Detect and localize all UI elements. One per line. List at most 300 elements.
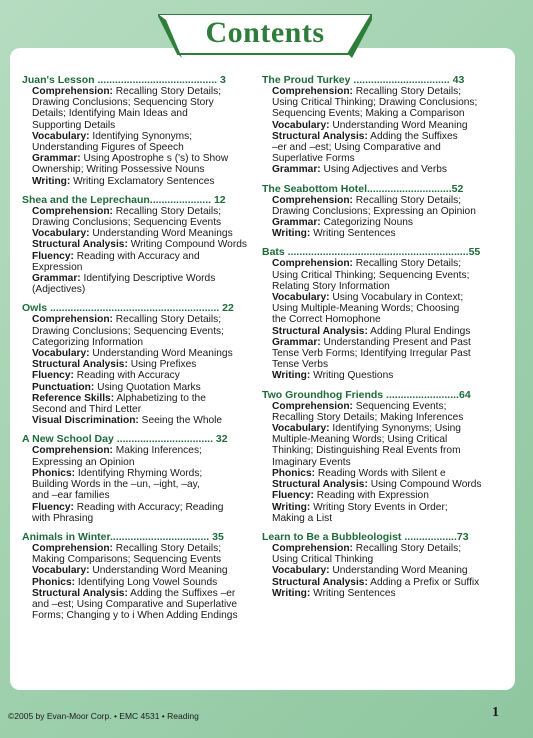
toc-skill-line bbox=[32, 468, 258, 479]
toc-skill-text: Understanding Word Meaning bbox=[332, 565, 468, 577]
toc-skill-item bbox=[262, 588, 498, 599]
toc-skill-line bbox=[32, 490, 258, 501]
toc-page-number: 3 bbox=[219, 74, 226, 86]
toc-skill-item bbox=[22, 565, 258, 576]
toc-skill-label: Phonics: bbox=[32, 576, 76, 588]
toc-skill-line bbox=[272, 554, 498, 565]
toc-skill-label: Structural Analysis: bbox=[32, 359, 128, 371]
toc-skill-line bbox=[32, 577, 258, 588]
toc-skill-text: Drawing Conclusions; Expressing an Opinion bbox=[272, 205, 476, 217]
toc-skill-label: Comprehension: bbox=[272, 542, 353, 554]
toc-skill-text: Categorizing Information bbox=[32, 336, 143, 348]
toc-skill-label: Punctuation: bbox=[32, 381, 95, 393]
toc-skill-item bbox=[22, 359, 258, 370]
toc-skill-text: Writing Sentences bbox=[313, 587, 396, 599]
toc-skill-line bbox=[272, 457, 498, 468]
toc-entry-heading[interactable] bbox=[262, 531, 498, 543]
toc-leader-dots: ......................................... bbox=[94, 74, 220, 86]
toc-skill-line bbox=[272, 292, 498, 303]
footer-page-number: 1 bbox=[492, 705, 499, 720]
toc-skill-item bbox=[262, 337, 498, 371]
toc-skill-text: Superlative Forms bbox=[272, 153, 355, 165]
toc-skill-label: Vocabulary: bbox=[32, 130, 90, 142]
toc-skill-text: Using Adjectives and Verbs bbox=[323, 164, 447, 176]
toc-skill-line bbox=[272, 142, 498, 153]
toc-entry-title: Learn to Be a Bubbleologist bbox=[262, 530, 402, 543]
toc-skill-text: Second and Third Letter bbox=[32, 404, 142, 416]
toc-skill-text: Supporting Details bbox=[32, 119, 116, 131]
toc-skill-text: Writing Exclamatory Sentences bbox=[73, 175, 215, 187]
toc-skill-line bbox=[272, 513, 498, 524]
toc-skill-text: Tense Verbs bbox=[272, 359, 329, 371]
contents-right-column bbox=[262, 74, 498, 606]
toc-skill-line bbox=[32, 108, 258, 119]
toc-skill-text: Recalling Story Details; Making Inferences bbox=[272, 411, 464, 423]
toc-skill-line bbox=[272, 577, 498, 588]
toc-skill-text: Understanding Figures of Speech bbox=[32, 142, 184, 154]
toc-skill-item bbox=[22, 131, 258, 153]
toc-skill-label: Structural Analysis: bbox=[272, 325, 368, 337]
toc-skill-text: and –est; Using Comparative and Superlative bbox=[32, 598, 237, 610]
toc-skill-line bbox=[272, 258, 498, 269]
toc-skill-line bbox=[272, 434, 498, 445]
toc-skill-label: Writing: bbox=[272, 228, 311, 240]
toc-skill-text: Understanding Word Meaning bbox=[332, 119, 468, 131]
toc-skill-text: Making Comparisons; Sequencing Events bbox=[32, 554, 222, 566]
toc-skill-item bbox=[22, 415, 258, 426]
toc-skill-line bbox=[272, 195, 498, 206]
toc-skill-line bbox=[32, 251, 258, 262]
toc-skill-item bbox=[22, 370, 258, 381]
toc-skill-label: Comprehension: bbox=[272, 194, 353, 206]
toc-skill-line bbox=[32, 415, 258, 426]
toc-skill-label: Grammar: bbox=[272, 217, 321, 229]
toc-entry-heading[interactable] bbox=[262, 183, 498, 195]
toc-entry bbox=[22, 74, 258, 187]
toc-skill-text: Reading with Accuracy; Reading bbox=[76, 501, 224, 513]
toc-skill-line bbox=[32, 457, 258, 468]
toc-skill-text: Adding the Suffixes –er bbox=[130, 587, 236, 599]
toc-skill-text: Expressing an Opinion bbox=[32, 456, 135, 468]
toc-leader-dots: ................................. bbox=[350, 74, 453, 86]
toc-skill-line bbox=[32, 554, 258, 565]
toc-skill-line bbox=[272, 131, 498, 142]
toc-skill-text: Adding Plural Endings bbox=[370, 325, 471, 337]
toc-entry-title: A New School Day bbox=[22, 433, 114, 446]
toc-skill-text: with Phrasing bbox=[32, 512, 94, 524]
toc-skill-line bbox=[32, 262, 258, 273]
toc-skill-label: Visual Discrimination: bbox=[32, 415, 139, 427]
toc-skill-item bbox=[262, 217, 498, 228]
toc-entry-heading[interactable] bbox=[262, 389, 498, 401]
toc-skill-text: Making a List bbox=[272, 512, 333, 524]
toc-skill-text: Recalling Story Details; bbox=[115, 314, 222, 326]
toc-skill-text: Understanding Word Meanings bbox=[92, 348, 233, 360]
toc-skill-text: Thinking; Distinguishing Real Events from bbox=[272, 445, 461, 457]
toc-skill-text: Multiple-Meaning Words; Using Critical bbox=[272, 434, 448, 446]
toc-skill-text: Using Prefixes bbox=[130, 359, 197, 371]
toc-skill-line bbox=[32, 239, 258, 250]
toc-skill-line bbox=[32, 513, 258, 524]
toc-skill-text: Recalling Story Details; bbox=[355, 258, 462, 270]
toc-skill-text: Reading with Expression bbox=[316, 490, 429, 502]
toc-skill-label: Fluency: bbox=[272, 490, 314, 502]
toc-entry bbox=[262, 246, 498, 381]
toc-skill-item bbox=[262, 86, 498, 120]
toc-skill-text: Categorizing Nouns bbox=[323, 217, 414, 229]
toc-skill-text: Recalling Story Details; bbox=[355, 86, 462, 97]
toc-skill-text: Writing Questions bbox=[313, 370, 394, 382]
toc-skill-text: Details; Identifying Main Ideas and bbox=[32, 108, 188, 120]
toc-entry bbox=[262, 74, 498, 176]
toc-skill-line bbox=[32, 217, 258, 228]
toc-skill-line bbox=[32, 120, 258, 131]
toc-skill-line bbox=[272, 228, 498, 239]
toc-skill-item bbox=[262, 502, 498, 524]
toc-skill-line bbox=[272, 217, 498, 228]
toc-skill-line bbox=[272, 337, 498, 348]
toc-skill-line bbox=[32, 370, 258, 381]
toc-skill-label: Grammar: bbox=[272, 336, 321, 348]
toc-skill-item bbox=[262, 370, 498, 381]
toc-entry bbox=[22, 433, 258, 523]
toc-entry-title: Shea and the Leprechaun bbox=[22, 193, 150, 206]
contents-banner bbox=[158, 14, 372, 58]
toc-skill-item bbox=[262, 490, 498, 501]
toc-skill-label: Writing: bbox=[272, 501, 311, 513]
toc-skill-line bbox=[272, 86, 498, 97]
toc-skill-line bbox=[32, 228, 258, 239]
toc-skill-text: Using Critical Thinking; Drawing Conclusions; bbox=[272, 97, 478, 109]
toc-entry-title: Owls bbox=[22, 302, 48, 315]
toc-skill-text: Alphabetizing to the bbox=[116, 392, 206, 404]
toc-skill-line bbox=[32, 206, 258, 217]
toc-skill-text: Seeing the Whole bbox=[141, 415, 223, 427]
toc-entry-heading[interactable] bbox=[22, 194, 258, 206]
toc-page-number: 35 bbox=[212, 530, 224, 543]
toc-skill-label: Structural Analysis: bbox=[32, 587, 128, 599]
toc-skill-line bbox=[272, 401, 498, 412]
toc-skill-label: Vocabulary: bbox=[32, 565, 90, 577]
toc-skill-text: Writing Sentences bbox=[313, 228, 396, 240]
toc-skill-line bbox=[272, 326, 498, 337]
toc-skill-label: Fluency: bbox=[32, 370, 74, 382]
toc-skill-line bbox=[32, 404, 258, 415]
toc-skill-item bbox=[262, 120, 498, 131]
toc-skill-label: Reference Skills: bbox=[32, 392, 115, 404]
toc-skill-line bbox=[32, 153, 258, 164]
toc-entry-heading[interactable] bbox=[22, 74, 258, 86]
toc-skill-line bbox=[272, 303, 498, 314]
toc-skill-text: Using Critical Thinking; Sequencing Events; bbox=[272, 269, 470, 281]
toc-skill-line bbox=[32, 273, 258, 284]
toc-skill-item bbox=[262, 577, 498, 588]
toc-entry-heading[interactable] bbox=[22, 302, 258, 314]
toc-skill-text: Recalling Story Details; bbox=[355, 194, 462, 206]
toc-skill-line bbox=[272, 502, 498, 513]
toc-skill-item bbox=[262, 565, 498, 576]
toc-skill-line bbox=[32, 131, 258, 142]
toc-skill-item bbox=[22, 382, 258, 393]
toc-skill-label: Comprehension: bbox=[32, 86, 113, 97]
toc-skill-line bbox=[272, 270, 498, 281]
toc-entry bbox=[22, 531, 258, 621]
toc-skill-label: Vocabulary: bbox=[272, 423, 330, 435]
toc-skill-item bbox=[22, 206, 258, 228]
toc-skill-line bbox=[272, 120, 498, 131]
toc-skill-line bbox=[272, 281, 498, 292]
toc-skill-text: Drawing Conclusions; Sequencing Events; bbox=[32, 325, 224, 337]
toc-entry bbox=[262, 183, 498, 240]
toc-skill-text: Reading with Accuracy bbox=[76, 370, 180, 382]
toc-skill-item bbox=[22, 239, 258, 250]
toc-skill-line bbox=[32, 326, 258, 337]
toc-leader-dots: ............................. bbox=[367, 182, 452, 195]
toc-skill-text: Using Quotation Marks bbox=[97, 381, 201, 393]
toc-skill-line bbox=[272, 490, 498, 501]
toc-page-number: 12 bbox=[213, 193, 226, 206]
toc-leader-dots: ..................... bbox=[149, 193, 214, 206]
toc-skill-item bbox=[22, 273, 258, 295]
toc-skill-text: Ownership; Writing Possessive Nouns bbox=[32, 164, 205, 176]
toc-skill-item bbox=[22, 176, 258, 187]
toc-skill-text: Adding a Prefix or Suffix bbox=[370, 576, 480, 588]
toc-skill-item bbox=[262, 543, 498, 565]
toc-skill-text: Reading Words with Silent e bbox=[317, 467, 446, 479]
toc-skill-label: Writing: bbox=[272, 370, 311, 382]
toc-skill-line bbox=[32, 348, 258, 359]
toc-skill-item bbox=[262, 258, 498, 292]
toc-skill-label: Vocabulary: bbox=[32, 348, 90, 360]
toc-skill-text: Drawing Conclusions; Sequencing Events bbox=[32, 217, 222, 229]
toc-skill-label: Comprehension: bbox=[32, 445, 113, 457]
toc-skill-line bbox=[32, 502, 258, 513]
toc-skill-line bbox=[272, 108, 498, 119]
toc-skill-text: (Adjectives) bbox=[32, 284, 86, 296]
toc-skill-label: Phonics: bbox=[272, 467, 316, 479]
toc-skill-text: Adding the Suffixes bbox=[370, 130, 458, 142]
toc-leader-dots: .................. bbox=[401, 530, 457, 543]
toc-skill-line bbox=[32, 610, 258, 621]
toc-skill-text: Imaginary Events bbox=[272, 456, 351, 468]
toc-skill-line bbox=[32, 382, 258, 393]
toc-skill-text: Using Critical Thinking bbox=[272, 554, 374, 566]
toc-entry bbox=[262, 389, 498, 524]
toc-skill-label: Vocabulary: bbox=[272, 292, 330, 304]
toc-skill-item bbox=[262, 423, 498, 468]
toc-skill-label: Grammar: bbox=[32, 273, 81, 285]
toc-skill-item bbox=[22, 543, 258, 565]
toc-skill-line bbox=[32, 142, 258, 153]
toc-skill-text: Understanding Word Meaning bbox=[92, 565, 228, 577]
toc-skill-line bbox=[32, 176, 258, 187]
toc-skill-text: Drawing Conclusions; Sequencing Story bbox=[32, 97, 214, 109]
toc-skill-line bbox=[32, 543, 258, 554]
toc-skill-text: Forms; Changing y to i When Adding Endings bbox=[32, 610, 238, 622]
toc-skill-line bbox=[272, 588, 498, 599]
toc-skill-item bbox=[262, 164, 498, 175]
toc-skill-label: Vocabulary: bbox=[272, 119, 330, 131]
toc-entry-title: Bats bbox=[262, 246, 285, 259]
toc-skill-item bbox=[262, 401, 498, 423]
toc-leader-dots: .............................................................. bbox=[284, 246, 469, 259]
toc-skill-item bbox=[22, 314, 258, 348]
toc-skill-line bbox=[272, 370, 498, 381]
toc-entry bbox=[22, 194, 258, 296]
toc-skill-text: Writing Compound Words bbox=[130, 239, 247, 251]
toc-skill-item bbox=[22, 393, 258, 415]
toc-skill-line bbox=[32, 445, 258, 456]
toc-skill-line bbox=[272, 423, 498, 434]
toc-skill-label: Vocabulary: bbox=[32, 228, 90, 240]
toc-entry-heading[interactable] bbox=[262, 246, 498, 258]
toc-skill-item bbox=[22, 502, 258, 524]
toc-page-number: 22 bbox=[222, 302, 234, 315]
toc-skill-line bbox=[272, 543, 498, 554]
toc-skill-line bbox=[272, 153, 498, 164]
toc-page-number: 52 bbox=[451, 182, 464, 195]
toc-skill-text: Expression bbox=[32, 261, 83, 273]
toc-skill-label: Vocabulary: bbox=[272, 565, 330, 577]
toc-skill-label: Phonics: bbox=[32, 467, 76, 479]
toc-skill-line bbox=[32, 164, 258, 175]
toc-skill-text: Sequencing Events; bbox=[355, 400, 447, 412]
toc-skill-line bbox=[32, 86, 258, 97]
toc-leader-dots: ................................. bbox=[113, 433, 216, 446]
toc-skill-text: Writing Story Events in Order; bbox=[313, 501, 448, 513]
toc-skill-item bbox=[262, 131, 498, 165]
toc-skill-text: Using Vocabulary in Context; bbox=[332, 292, 464, 304]
toc-skill-text: Identifying Long Vowel Sounds bbox=[77, 576, 218, 588]
toc-skill-item bbox=[22, 445, 258, 467]
toc-leader-dots: .......................................................... bbox=[47, 302, 223, 315]
toc-skill-text: Identifying Rhyming Words; bbox=[77, 467, 203, 479]
toc-entry-heading[interactable] bbox=[22, 433, 258, 445]
toc-skill-item bbox=[262, 326, 498, 337]
toc-skill-line bbox=[32, 97, 258, 108]
toc-skill-text: Using Compound Words bbox=[370, 479, 482, 491]
toc-skill-line bbox=[32, 479, 258, 490]
toc-page-number: 43 bbox=[452, 74, 465, 86]
toc-skill-text: Recalling Story Details; bbox=[115, 542, 222, 554]
toc-skill-label: Structural Analysis: bbox=[32, 239, 128, 251]
toc-skill-item bbox=[22, 348, 258, 359]
toc-skill-text: Recalling Story Details; bbox=[115, 205, 222, 217]
toc-skill-line bbox=[272, 468, 498, 479]
toc-skill-text: Understanding Word Meanings bbox=[92, 228, 233, 240]
toc-skill-label: Comprehension: bbox=[32, 205, 113, 217]
toc-page-number: 73 bbox=[456, 530, 469, 543]
toc-skill-label: Comprehension: bbox=[32, 542, 113, 554]
toc-entry-heading[interactable] bbox=[262, 74, 498, 86]
toc-skill-line bbox=[272, 565, 498, 576]
toc-skill-line bbox=[32, 565, 258, 576]
toc-skill-label: Grammar: bbox=[272, 164, 321, 176]
toc-entry-title: Two Groundhog Friends bbox=[262, 388, 384, 401]
toc-skill-line bbox=[272, 359, 498, 370]
toc-skill-item bbox=[22, 228, 258, 239]
toc-skill-text: Using Apostrophe s ('s) to Show bbox=[83, 153, 229, 165]
toc-skill-label: Comprehension: bbox=[272, 86, 353, 97]
toc-skill-line bbox=[32, 314, 258, 325]
toc-skill-item bbox=[22, 251, 258, 273]
toc-skill-line bbox=[32, 359, 258, 370]
toc-leader-dots: .................................. bbox=[110, 530, 213, 543]
toc-skill-label: Fluency: bbox=[32, 501, 74, 513]
toc-skill-text: Relating Story Information bbox=[272, 280, 390, 292]
toc-entry-title: Animals in Winter bbox=[22, 530, 111, 543]
toc-skill-item bbox=[262, 228, 498, 239]
toc-skill-label: Writing: bbox=[32, 175, 71, 187]
toc-skill-item bbox=[22, 577, 258, 588]
toc-entry-title: The Seabottom Hotel bbox=[262, 182, 368, 195]
toc-skill-line bbox=[32, 284, 258, 295]
toc-skill-label: Comprehension: bbox=[272, 258, 353, 270]
toc-skill-text: Recalling Story Details; bbox=[115, 86, 222, 97]
toc-skill-label: Comprehension: bbox=[32, 314, 113, 326]
toc-skill-line bbox=[272, 314, 498, 325]
footer-copyright: ©2005 by Evan-Moor Corp. • EMC 4531 • Reading bbox=[8, 711, 199, 721]
toc-skill-label: Comprehension: bbox=[272, 400, 353, 412]
toc-entry bbox=[262, 531, 498, 599]
toc-skill-line bbox=[272, 164, 498, 175]
toc-skill-line bbox=[32, 599, 258, 610]
toc-skill-item bbox=[262, 195, 498, 217]
toc-skill-label: Structural Analysis: bbox=[272, 130, 368, 142]
toc-page-number: 32 bbox=[215, 433, 228, 446]
toc-skill-line bbox=[272, 412, 498, 423]
toc-skill-label: Structural Analysis: bbox=[272, 576, 368, 588]
toc-skill-line bbox=[32, 393, 258, 404]
toc-skill-text: Identifying Descriptive Words bbox=[83, 273, 216, 285]
toc-skill-line bbox=[272, 348, 498, 359]
page-title: Contents bbox=[205, 16, 325, 49]
toc-skill-label: Structural Analysis: bbox=[272, 479, 368, 491]
toc-skill-text: Making Inferences; bbox=[115, 445, 202, 457]
toc-entry-heading[interactable] bbox=[22, 531, 258, 543]
toc-skill-item bbox=[22, 588, 258, 622]
toc-skill-label: Fluency: bbox=[32, 250, 74, 262]
toc-skill-label: Grammar: bbox=[32, 153, 81, 165]
toc-entry-title: Juan's Lesson bbox=[22, 74, 95, 86]
toc-skill-line bbox=[32, 337, 258, 348]
toc-skill-line bbox=[272, 206, 498, 217]
toc-skill-text: Sequencing Events; Making a Comparison bbox=[272, 108, 465, 120]
toc-skill-text: Building Words in the –un, –ight, –ay, bbox=[32, 479, 200, 491]
toc-skill-text: Reading with Accuracy and bbox=[76, 250, 200, 262]
toc-skill-text: and –ear families bbox=[32, 490, 110, 502]
toc-page-number: 55 bbox=[468, 246, 481, 259]
toc-skill-line bbox=[272, 479, 498, 490]
toc-skill-item bbox=[22, 153, 258, 175]
toc-skill-text: Understanding Present and Past bbox=[323, 336, 471, 348]
toc-skill-line bbox=[272, 97, 498, 108]
toc-skill-text: –er and –est; Using Comparative and bbox=[272, 142, 441, 154]
toc-skill-line bbox=[272, 445, 498, 456]
toc-skill-label: Writing: bbox=[272, 587, 311, 599]
toc-skill-item bbox=[262, 468, 498, 479]
toc-skill-text: the Correct Homophone bbox=[272, 314, 381, 326]
toc-skill-text: Identifying Synonyms; Using bbox=[332, 423, 461, 435]
toc-skill-item bbox=[22, 86, 258, 131]
toc-skill-text: Using Multiple-Meaning Words; Choosing bbox=[272, 303, 460, 315]
toc-skill-item bbox=[262, 479, 498, 490]
toc-entry-title: The Proud Turkey bbox=[262, 74, 351, 86]
toc-entry bbox=[22, 302, 258, 426]
contents-left-column bbox=[22, 74, 258, 628]
toc-leader-dots: ......................... bbox=[383, 388, 459, 401]
toc-page-number: 64 bbox=[458, 388, 471, 401]
